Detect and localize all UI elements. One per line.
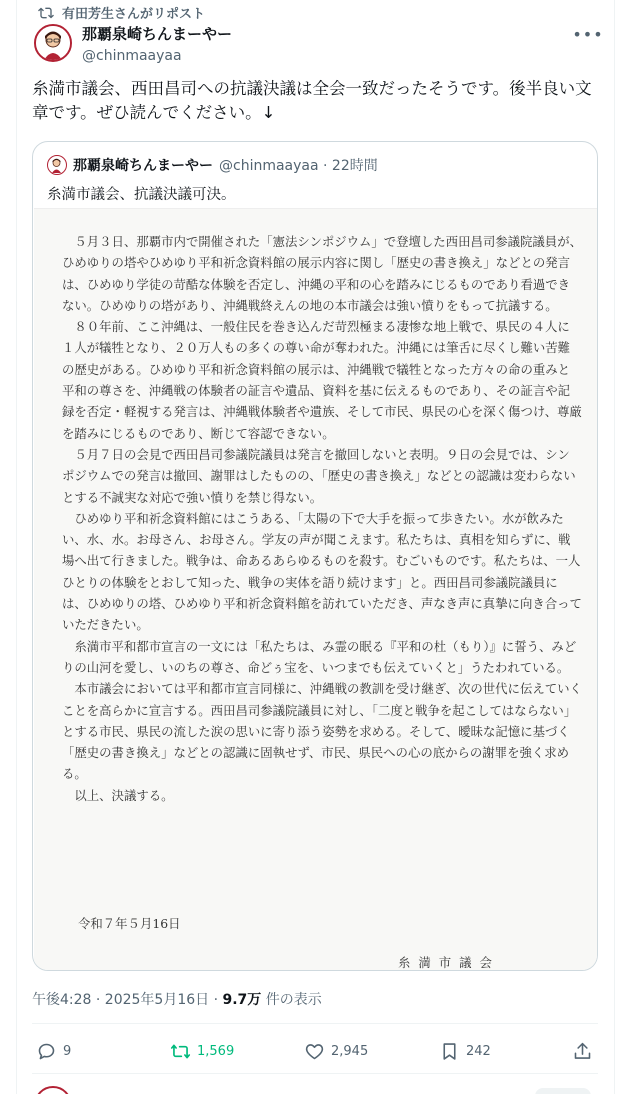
resolution-paragraph: 糸満市平和都市宣言の一文には「私たちは、み霊の眠る『平和の杜（もり）』に誓う、みどりの山河を愛し、いのちの尊さ、命どぅ宝を、いつまでも伝えていくと」うたわれている。 — [62, 638, 577, 675]
bookmark-button[interactable] — [439, 1036, 491, 1066]
repost-icon — [38, 5, 54, 21]
reply-count: 9 — [63, 1043, 72, 1059]
divider — [32, 1023, 598, 1024]
resolution-document-image[interactable] — [34, 208, 598, 970]
avatar-illustration-icon — [48, 156, 65, 173]
quote-text: 糸満市議会、抗議決議可決。 — [47, 187, 236, 203]
quote-avatar — [47, 155, 67, 175]
author-handle[interactable]: @chinmaayaa — [82, 48, 182, 64]
author-block — [82, 24, 232, 66]
repost-label: 有田芳生さんがリポスト — [62, 7, 206, 22]
action-bar — [32, 1036, 598, 1066]
repost-context[interactable] — [38, 3, 205, 22]
heart-icon — [304, 1041, 325, 1062]
share-button[interactable] — [572, 1036, 593, 1066]
bookmark-icon — [439, 1041, 460, 1062]
resolution-paragraph: ８０年前、ここ沖縄は、一般住民を巻き込んだ苛烈極まる凄惨な地上戦で、県民の４人に１人が犠牲となり、２０万人もの多くの尊い命が奪われた。沖縄には筆舌に尽くし難い苦難の歴史がある。ひめゆり平和祈念資料館の展示は、沖縄戦で犠牲となった方々の命の重みと平和の尊さを、沖縄戦の体験者の証言や遺品、資料を基に伝えるものであり、その証言や記録を否定・軽視する発言は、沖縄戦体験者や遺族、そして市民、県民の心を深く傷つけ、尊厳を踏みにじるものであり、断じて容認できない。 — [62, 319, 582, 441]
repost-count: 1,569 — [197, 1043, 235, 1059]
reply-button[interactable] — [36, 1036, 71, 1066]
reply-button-pill[interactable] — [535, 1088, 591, 1094]
resolution-paragraph: ５月３日、那覇市内で開催された「憲法シンポジウム」で登壇した西田昌司参議院議員が、ひめゆりの塔やひめゆり平和祈念資料館の展示内容に関し「歴史の書き換え」などとの発言は、ひめゆり学徒の苛酷な体験を否定し、沖縄の平和の心を踏みにじるものであり看過できない。ひめゆりの塔があり、沖縄戦終えんの地の本市議会は強い憤りをもって抗議する。 — [62, 234, 582, 313]
resolution-paragraph: 以上、決議する。 — [62, 787, 174, 803]
like-button[interactable] — [304, 1036, 368, 1066]
quote-tweet[interactable] — [32, 141, 598, 971]
like-count: 2,945 — [331, 1043, 369, 1059]
quote-author-name: 那覇泉崎ちんまーやー — [73, 158, 213, 174]
author-name[interactable]: 那覇泉崎ちんまーやー — [82, 25, 233, 43]
repost-button[interactable] — [170, 1036, 234, 1066]
resolution-signature: 糸満市議会 — [398, 955, 500, 970]
avatar[interactable] — [34, 24, 72, 62]
resolution-paragraph: ５月７日の会見で西田昌司参議院議員は発言を撤回しないと表明。９日の会見では、シンポジウムでの発言は撤回、謝罪はしたものの、「歴史の書き換え」などとの認識は変わらないとする不誠実な対応で強い憤りを禁じ得ない。 — [62, 446, 576, 505]
post-time[interactable]: 午後4:28 · 2025年5月16日 · — [32, 992, 223, 1008]
bookmark-count: 242 — [466, 1043, 491, 1059]
reply-icon — [36, 1041, 57, 1062]
quote-header — [47, 155, 378, 175]
repost-icon — [170, 1041, 191, 1062]
view-count: 9.7万 — [222, 992, 262, 1008]
divider — [32, 1073, 598, 1074]
resolution-body — [62, 231, 582, 806]
view-label: 件の表示 — [261, 992, 322, 1008]
resolution-paragraph: 本市議会においては平和都市宣言同様に、沖縄戦の教訓を受け継ぎ、次の世代に伝えていくことを高らかに宣言する。西田昌司参議院議員に対し、「二度と戦争を起こしてはならない」とする市民、県民の流した涙の思いに寄り添う姿勢を求める。そして、曖昧な記憶に基づく「歴史の書き換え」などとの認識に固執せず、市民、県民への心の底からの謝罪を強く求める。 — [62, 681, 582, 782]
resolution-paragraph: ひめゆり平和祈念資料館にはこうある、「太陽の下で大手を振って歩きたい。水が飲みたい、水、水。お母さん、お母さん。学友の声が聞こえます。私たちは、真相を知らずに、戦場へ出て行きました。戦争は、命あるあらゆるものを殺す。むごいものです。私たちは、一人ひとりの体験をとおして知った、戦争の実体を語り続けます」と。西田昌司参議院議員には、ひめゆりの塔、ひめゆり平和祈念資料館を訪れていただき、声なき声に真摯に向き合っていただきたい。 — [62, 510, 582, 633]
share-icon — [572, 1041, 593, 1062]
post-text: 糸満市議会、西田昌司への抗議決議は全会一致だったそうです。後半良い文章です。ぜひ読んでください。↓ — [32, 79, 592, 122]
quote-meta: @chinmaayaa · 22時間 — [219, 158, 378, 174]
post-timestamp — [32, 989, 322, 1009]
more-options-icon[interactable]: ••• — [572, 24, 604, 44]
resolution-date: 令和７年５月16日 — [78, 916, 181, 931]
avatar-illustration-icon — [36, 26, 70, 60]
